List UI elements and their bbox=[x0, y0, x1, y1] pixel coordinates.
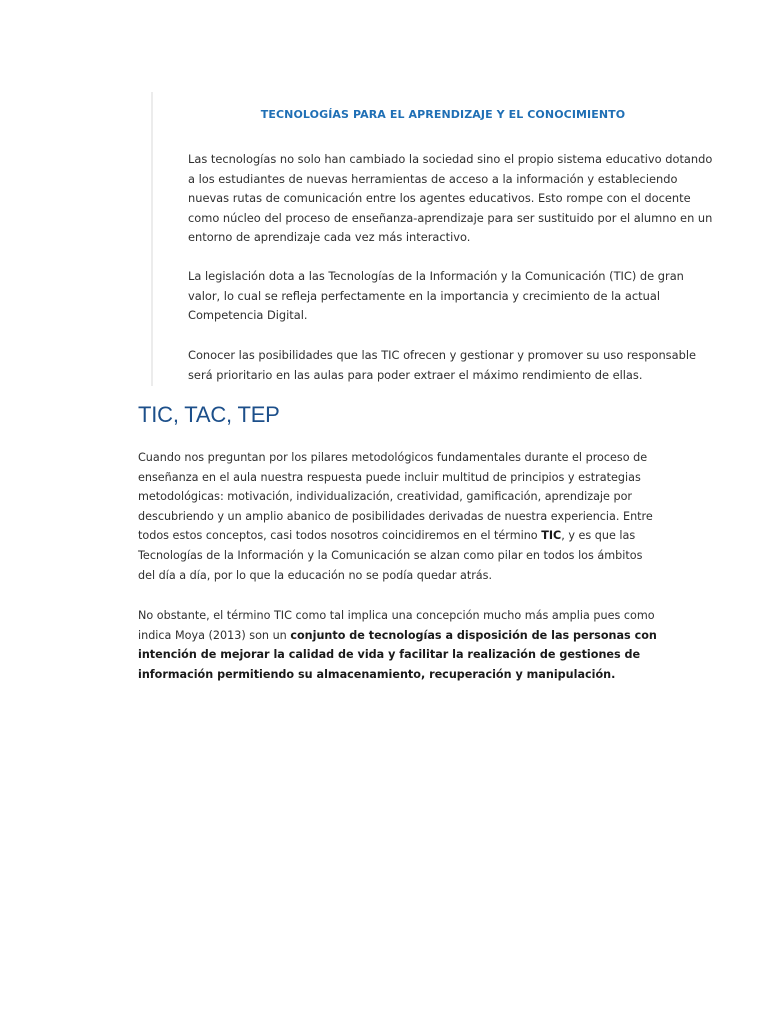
quote-paragraph-1 bbox=[188, 150, 718, 248]
text-line: Las tecnologías no solo han cambiado la sociedad sino el propio sistema educativo dotando bbox=[188, 152, 713, 166]
text-line: Cuando nos preguntan por los pilares metodológicos fundamentales durante el proceso de bbox=[138, 451, 648, 464]
section-heading: TIC, TAC, TEP bbox=[138, 402, 280, 427]
text-segment: todos estos conceptos, casi todos nosotros coincidiremos en el término bbox=[138, 529, 542, 543]
text-line: será prioritario en las aulas para poder extraer el máximo rendimiento de ellas. bbox=[188, 367, 643, 382]
text-line: descubriendo y un amplio abanico de posibilidades derivadas de nuestra experiencia. Entre bbox=[138, 509, 653, 523]
text-line: como núcleo del proceso de enseñanza-aprendizaje para ser sustituido por el alumno en un bbox=[188, 210, 713, 225]
text-line: Competencia Digital. bbox=[188, 308, 308, 323]
section-paragraph-2 bbox=[138, 606, 658, 684]
text-line: a los estudiantes de nuevas herramientas de acceso a la información y estableciendo bbox=[188, 171, 678, 186]
bold-definition: información permitiendo su almacenamiento, recuperación y manipulación. bbox=[138, 667, 616, 681]
quote-block bbox=[151, 92, 711, 386]
text-line bbox=[138, 665, 658, 685]
bold-definition: conjunto de tecnologías a disposición de las personas con bbox=[290, 628, 657, 642]
text-line: metodológicas: motivación, individualización, creatividad, gamificación, aprendizaje por bbox=[138, 490, 633, 504]
text-line: entorno de aprendizaje cada vez más interactivo. bbox=[188, 230, 471, 245]
text-line: nuevas rutas de comunicación entre los agentes educativos. Esto rompe con el docente bbox=[188, 191, 691, 206]
bold-definition: intención de mejorar la calidad de vida y facilitar la realización de gestiones de bbox=[138, 648, 641, 662]
text-line bbox=[138, 645, 658, 665]
text-line: La legislación dota a las Tecnologías de la Información y la Comunicación (TIC) de gran bbox=[188, 269, 684, 283]
quote-paragraph-2 bbox=[188, 267, 718, 326]
text-segment: , y es que las bbox=[561, 529, 636, 543]
text-line: enseñanza en el aula nuestra respuesta puede incluir multitud de principios y estrategias bbox=[138, 470, 641, 484]
quote-paragraph-3 bbox=[188, 346, 718, 385]
text-line bbox=[138, 526, 658, 546]
text-line: Tecnologías de la Información y la Comunicación se alzan como pilar en todos los ámbitos bbox=[138, 548, 643, 562]
text-line: del día a día, por lo que la educación no se podía quedar atrás. bbox=[138, 568, 493, 582]
text-segment: indica Moya (2013) son un bbox=[138, 628, 291, 642]
bold-term-tic: TIC bbox=[541, 529, 562, 543]
section-paragraph-1 bbox=[138, 448, 658, 585]
quote-title: TECNOLOGÍAS PARA EL APRENDIZAJE Y EL CONOCIMIENTO bbox=[260, 108, 626, 121]
text-line: valor, lo cual se refleja perfectamente en la importancia y crecimiento de la actual bbox=[188, 288, 660, 303]
text-line: Conocer las posibilidades que las TIC ofrecen y gestionar y promover su uso responsable bbox=[188, 348, 696, 362]
text-line: No obstante, el término TIC como tal implica una concepción mucho más amplia pues como bbox=[138, 609, 655, 622]
text-line bbox=[138, 626, 658, 646]
